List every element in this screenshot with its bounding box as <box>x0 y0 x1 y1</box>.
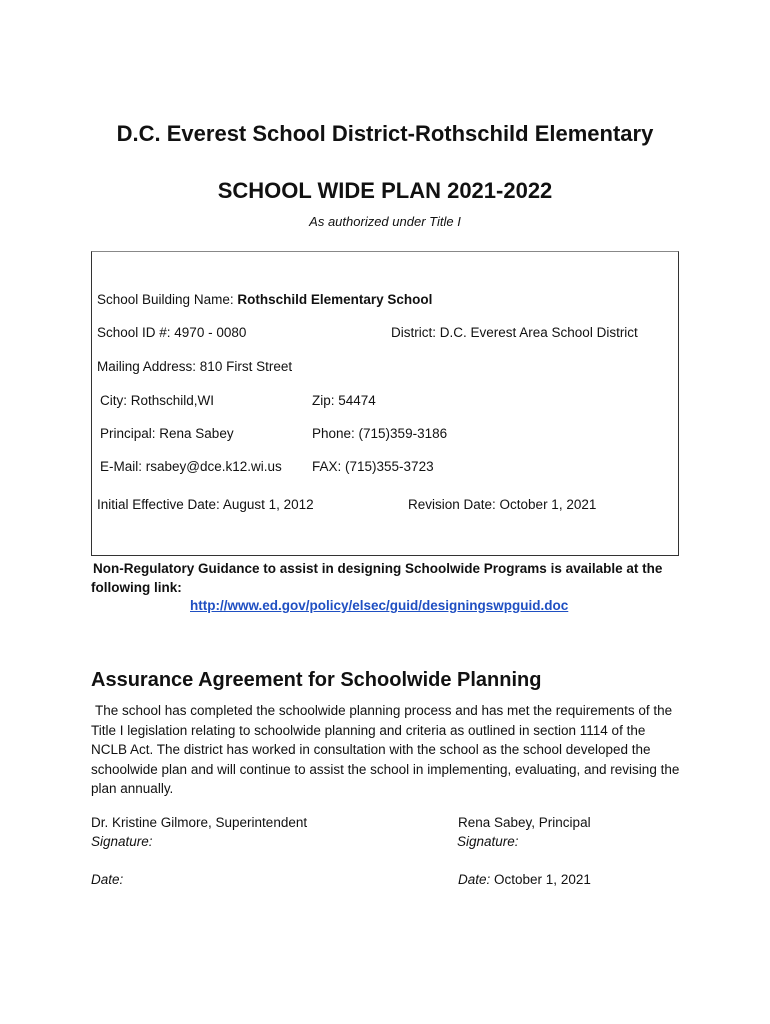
principal-signature-label: Signature: <box>457 834 519 849</box>
principal: Principal: Rena Sabey <box>100 426 234 441</box>
principal-date-label: Date: <box>458 872 491 887</box>
building-name-field <box>97 292 432 307</box>
guidance-line-2: following link: <box>91 580 182 595</box>
mailing-address: Mailing Address: 810 First Street <box>97 359 293 374</box>
building-name-value: Rothschild Elementary School <box>237 292 433 307</box>
superintendent-signature-label: Signature: <box>91 834 153 849</box>
building-name-label: School Building Name: <box>97 292 238 307</box>
revision-date: Revision Date: October 1, 2021 <box>408 497 597 512</box>
principal-date-value: October 1, 2021 <box>490 872 591 887</box>
assurance-body: The school has completed the schoolwide planning process and has met the requirements of the Title I legislation relating to schoolwide planning and criteria as outlined in section 1114 of the NCLB Act. The district has worked in consultation with the school as the school developed the schoolwide plan and will continue to assist the school in implementing, evaluating, and revising the plan annually. <box>91 703 680 796</box>
plan-title: SCHOOL WIDE PLAN 2021-2022 <box>217 178 553 203</box>
principal-date <box>458 872 591 887</box>
plan-subtitle: As authorized under Title I <box>309 214 461 229</box>
principal-name: Rena Sabey, Principal <box>458 815 591 830</box>
city: City: Rothschild,WI <box>100 393 215 408</box>
superintendent-name: Dr. Kristine Gilmore, Superintendent <box>91 815 308 830</box>
email: E-Mail: rsabey@dce.k12.wi.us <box>100 459 282 474</box>
effective-date: Initial Effective Date: August 1, 2012 <box>97 497 314 512</box>
district: District: D.C. Everest Area School District <box>391 325 638 340</box>
guidance-line-1: Non-Regulatory Guidance to assist in designing Schoolwide Programs is available at the <box>93 561 663 576</box>
assurance-heading: Assurance Agreement for Schoolwide Planning <box>91 669 542 691</box>
guidance-link[interactable]: http://www.ed.gov/policy/elsec/guid/designingswpguid.doc <box>190 598 569 613</box>
document-title: D.C. Everest School District-Rothschild Elementary <box>116 121 654 146</box>
school-id: School ID #: 4970 - 0080 <box>97 325 247 340</box>
zip: Zip: 54474 <box>312 393 376 408</box>
superintendent-date-label: Date: <box>91 872 124 887</box>
fax: FAX: (715)355-3723 <box>312 459 434 474</box>
phone: Phone: (715)359-3186 <box>312 426 448 441</box>
